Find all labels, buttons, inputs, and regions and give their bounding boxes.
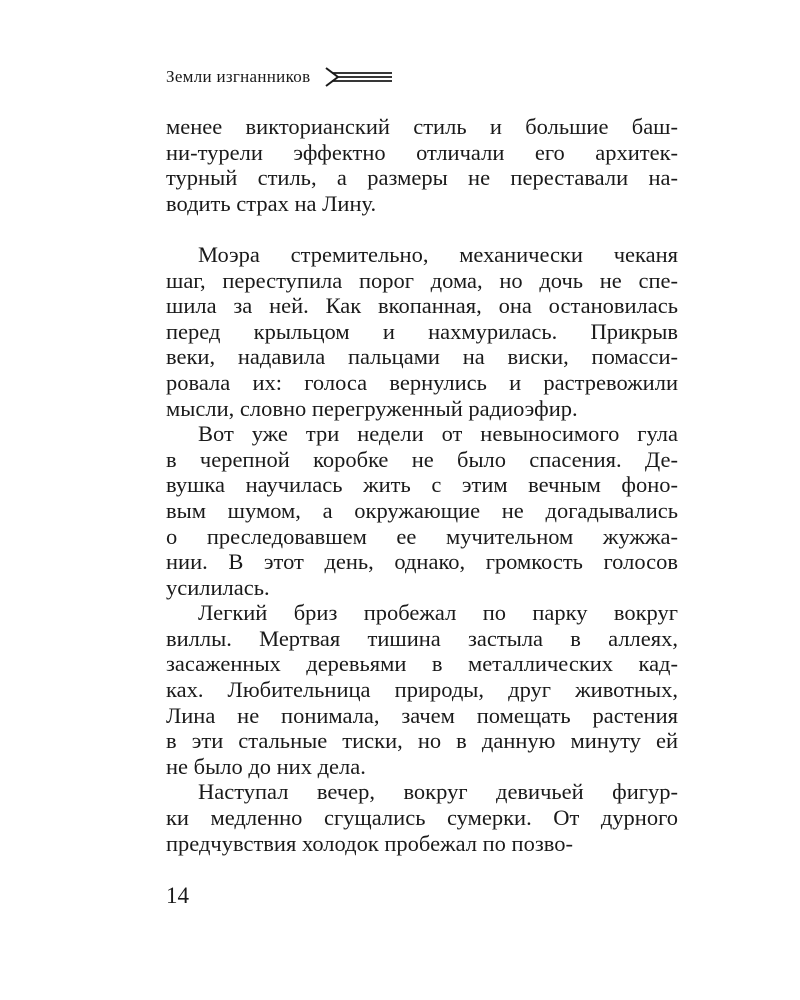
text-line: Моэра стремительно, механически чеканя [198, 241, 678, 267]
text-line: вым шумом, а окружающие не догадывались [166, 497, 678, 523]
text-line: водить страх на Лину. [166, 190, 377, 216]
paragraph [166, 242, 678, 421]
text-line: усилилась. [166, 574, 270, 600]
text-line: ки медленно сгущались сумерки. От дурного [166, 805, 678, 831]
paragraph-gap [166, 216, 678, 242]
text-line: ках. Любительница природы, друг животных, [166, 677, 678, 703]
text-line: предчувствия холодок пробежал по позво- [166, 830, 573, 856]
body-text [166, 114, 678, 856]
text-line: Лина не понимала, зачем помещать растения [166, 702, 678, 728]
paragraph [166, 600, 678, 779]
text-line: шаг, переступила порог дома, но дочь не спе- [166, 267, 678, 293]
text-line: турный стиль, а размеры не переставали на- [166, 165, 678, 191]
text-line: веки, надавила пальцами на виски, помасси- [166, 344, 678, 370]
running-header [166, 66, 394, 88]
text-line: о преследовавшем ее мучительном жужжа- [166, 523, 678, 549]
text-line: в черепной коробке не было спасения. Де- [166, 446, 678, 472]
text-line: шила за ней. Как вкопанная, она остановилась [166, 293, 678, 319]
text-line: Вот уже три недели от невыносимого гула [198, 421, 678, 447]
text-line: ровала их: голоса вернулись и растревожили [166, 369, 678, 395]
text-line: виллы. Мертвая тишина застыла в аллеях, [166, 625, 678, 651]
page-number: 14 [166, 883, 189, 908]
paragraph [166, 779, 678, 856]
text-line: Наступал вечер, вокруг девичьей фигур- [198, 779, 678, 805]
text-line: ни-турели эффектно отличали его архитек- [166, 139, 678, 165]
triple-line-arrow-ornament-icon [322, 66, 394, 88]
paragraph [166, 114, 678, 216]
text-line: перед крыльцом и нахмурилась. Прикрыв [166, 318, 678, 344]
text-line: Легкий бриз пробежал по парку вокруг [198, 600, 678, 626]
text-line: мысли, словно перегруженный радиоэфир. [166, 395, 578, 421]
paragraph [166, 421, 678, 600]
text-line: в эти стальные тиски, но в данную минуту ей [166, 728, 678, 754]
text-line: засаженных деревьями в металлических кад- [166, 651, 678, 677]
running-title: Земли изгнанников [166, 67, 311, 86]
text-line: вушка научилась жить с этим вечным фоно- [166, 472, 678, 498]
text-line: не было до них дела. [166, 753, 366, 779]
text-line: менее викторианский стиль и большие баш- [166, 114, 678, 139]
text-line: нии. В этот день, однако, громкость голосов [166, 549, 678, 575]
